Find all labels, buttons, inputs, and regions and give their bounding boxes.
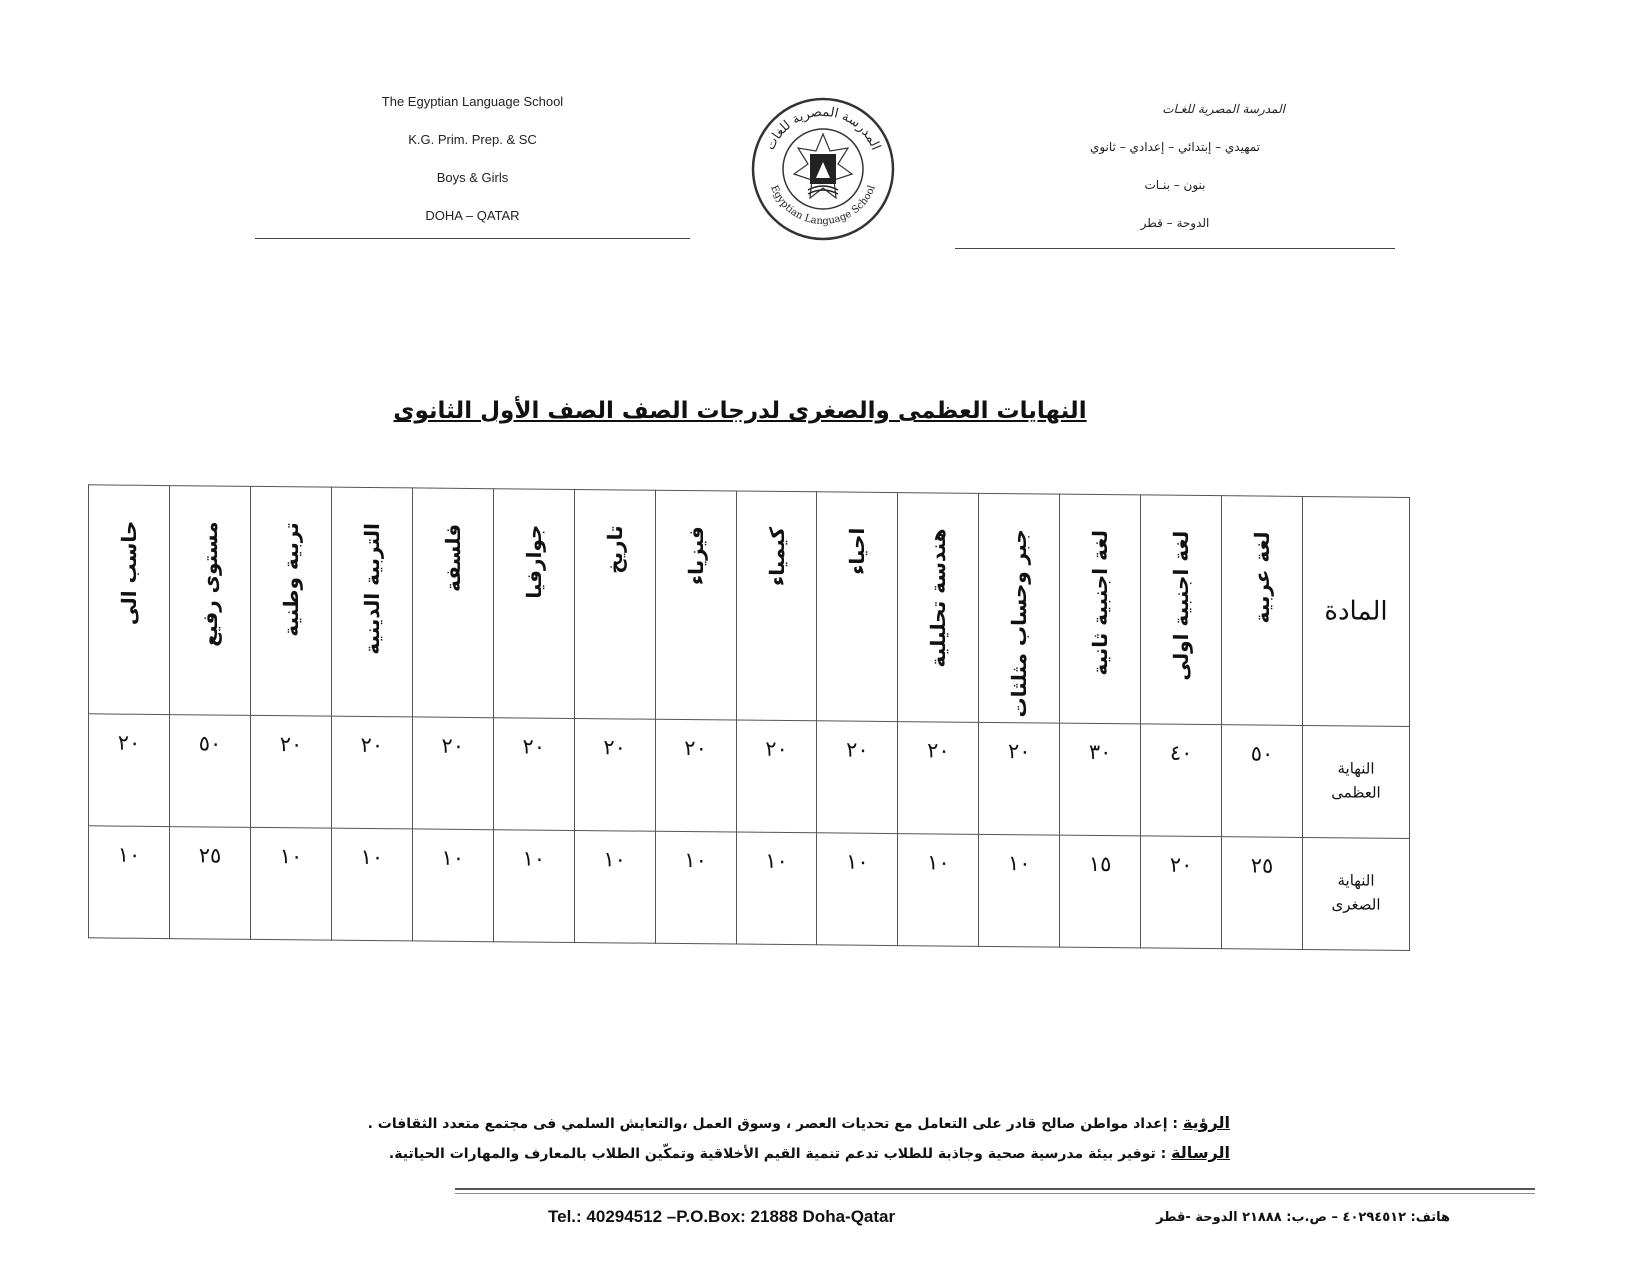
subject-cell: [251, 486, 332, 716]
school-name-en: The Egyptian Language School: [381, 94, 564, 109]
logo-english-text: Egyptian Language School: [768, 183, 878, 228]
school-stages-ar: تمهيدي – إبتدائي – إعدادي – ثانوي: [1089, 140, 1261, 154]
max-value: ٢٠: [898, 722, 979, 835]
subject-cell: [574, 489, 655, 719]
subject-name: لغة اجنبية اولى: [1169, 530, 1194, 681]
subject-cell: [412, 488, 493, 718]
min-row: [89, 826, 1410, 951]
subject-name: جوارفيا: [521, 524, 546, 599]
subject-name: تاريخ: [602, 525, 627, 574]
max-value: ٢٠: [493, 718, 574, 831]
max-label-line2: العظمى: [1331, 783, 1381, 802]
min-value: ١٠: [493, 830, 574, 943]
subject-cell: [1222, 496, 1303, 726]
subject-name: تربية وطنية: [278, 522, 303, 637]
min-value: ١٠: [331, 828, 412, 941]
header-right-rule: [955, 248, 1395, 249]
min-value: ٢٥: [1222, 837, 1303, 950]
page-title: النهايات العظمى والصغرى لدرجات الصف الصف الأول الثانوى: [393, 398, 1087, 424]
subject-name: احياء: [845, 527, 870, 575]
subject-cell: [1141, 495, 1222, 725]
min-value: ١٠: [817, 833, 898, 946]
max-value: ٢٠: [736, 720, 817, 833]
footer-divider: [455, 1188, 1535, 1190]
subject-name: فيزياء: [683, 526, 708, 586]
header-left: [255, 88, 690, 240]
min-label-line2: الصغرى: [1331, 895, 1381, 914]
max-value: ٢٠: [655, 719, 736, 832]
vision-label: الرؤية: [1182, 1113, 1230, 1132]
school-location-en: DOHA – QATAR: [425, 208, 520, 223]
mission-text: : توفير بيئة مدرسية صحية وجاذبة للطلاب تدعم تنمية القيم الأخلاقية وتمكّين الطلاب بالمعارف والمهارات الحياتية.: [388, 1146, 1167, 1162]
subject-cell: [979, 493, 1060, 723]
min-value: ١٠: [89, 826, 170, 939]
subject-cell: [1060, 494, 1141, 724]
mission-statement: [360, 1138, 1230, 1168]
max-value: ٢٠: [412, 717, 493, 830]
contact-ar: هاتف: ٤٠٢٩٤٥١٢ – ص.ب: ٢١٨٨٨ الدوحة -قطر: [1156, 1210, 1450, 1225]
subject-cell: [493, 489, 574, 719]
max-value: ٢٠: [979, 723, 1060, 836]
school-name-ar: المدرسة المصرية للغـات: [1162, 102, 1285, 116]
school-location-ar: الدوحة – قطر: [1140, 216, 1210, 230]
subject-name: جبر وحساب مثلثات: [1007, 529, 1032, 718]
min-label-line1: النهاية: [1337, 871, 1375, 890]
contact-en: Tel.: 40294512 –P.O.Box: 21888 Doha-Qatar: [548, 1207, 896, 1226]
subject-name: هندسة تحليلية: [926, 528, 951, 668]
subject-name: كيمياء: [764, 526, 789, 587]
subjects-row: [89, 485, 1410, 727]
school-stages-en: K.G. Prim. Prep. & SC: [408, 132, 537, 147]
max-value: ٢٠: [817, 721, 898, 834]
subject-cell: [89, 485, 170, 715]
school-gender-en: Boys & Girls: [436, 170, 509, 185]
subject-header-cell: [1303, 496, 1410, 726]
max-label-line1: النهاية: [1337, 759, 1375, 778]
school-logo: [750, 96, 896, 242]
subject-cell: [170, 486, 251, 716]
logo-arabic-text: المدرسة المصرية للغات: [763, 104, 884, 153]
subject-name: مستوى رفيع: [198, 521, 223, 647]
min-value: ١٠: [979, 835, 1060, 948]
max-label-cell: [1303, 726, 1410, 839]
min-value: ١٠: [655, 831, 736, 944]
min-value: ١٠: [251, 828, 332, 941]
min-value: ٢٥: [170, 827, 251, 940]
subject-name: لغة عربية: [1250, 531, 1275, 624]
footer-statements: [360, 1108, 1230, 1168]
subject-name: حاسب الى: [117, 520, 142, 626]
max-value: ٢٠: [89, 714, 170, 827]
mission-label: الرسالة: [1171, 1143, 1230, 1162]
min-value: ١٠: [898, 834, 979, 947]
min-label-cell: [1303, 838, 1410, 951]
max-value: ٢٠: [574, 719, 655, 832]
footer-divider-thin: [455, 1193, 1535, 1194]
subject-name: لغة اجنبية ثانية: [1088, 529, 1113, 676]
min-value: ١٠: [736, 832, 817, 945]
max-row: [89, 714, 1410, 839]
header-left-rule: [255, 238, 690, 239]
max-value: ٥٠: [170, 715, 251, 828]
min-value: ١٠: [574, 831, 655, 944]
max-value: ٢٠: [251, 716, 332, 829]
subject-cell: [817, 492, 898, 722]
max-value: ٥٠: [1222, 725, 1303, 838]
min-value: ١٥: [1060, 835, 1141, 948]
subject-name: فلسفة: [440, 523, 465, 593]
subject-cell: [655, 490, 736, 720]
subject-header: المادة: [1324, 596, 1388, 627]
min-value: ١٠: [412, 829, 493, 942]
vision-text: : إعداد مواطن صالح قادر على التعامل مع تحديات العصر ، وسوق العمل ،والتعايش السلمي فى مجتمع متعدد الثقافات .: [367, 1116, 1179, 1132]
subject-cell: [331, 487, 412, 717]
vision-statement: [360, 1108, 1230, 1138]
subject-cell: [898, 493, 979, 723]
school-gender-ar: بنون – بنـات: [1144, 178, 1206, 192]
subject-name: التربية الدينية: [359, 522, 384, 655]
min-value: ٢٠: [1141, 836, 1222, 949]
max-value: ٤٠: [1141, 724, 1222, 837]
subject-cell: [736, 491, 817, 721]
header-right: [955, 92, 1395, 244]
grades-table: [88, 484, 1410, 951]
max-value: ٢٠: [331, 716, 412, 829]
max-value: ٣٠: [1060, 723, 1141, 836]
